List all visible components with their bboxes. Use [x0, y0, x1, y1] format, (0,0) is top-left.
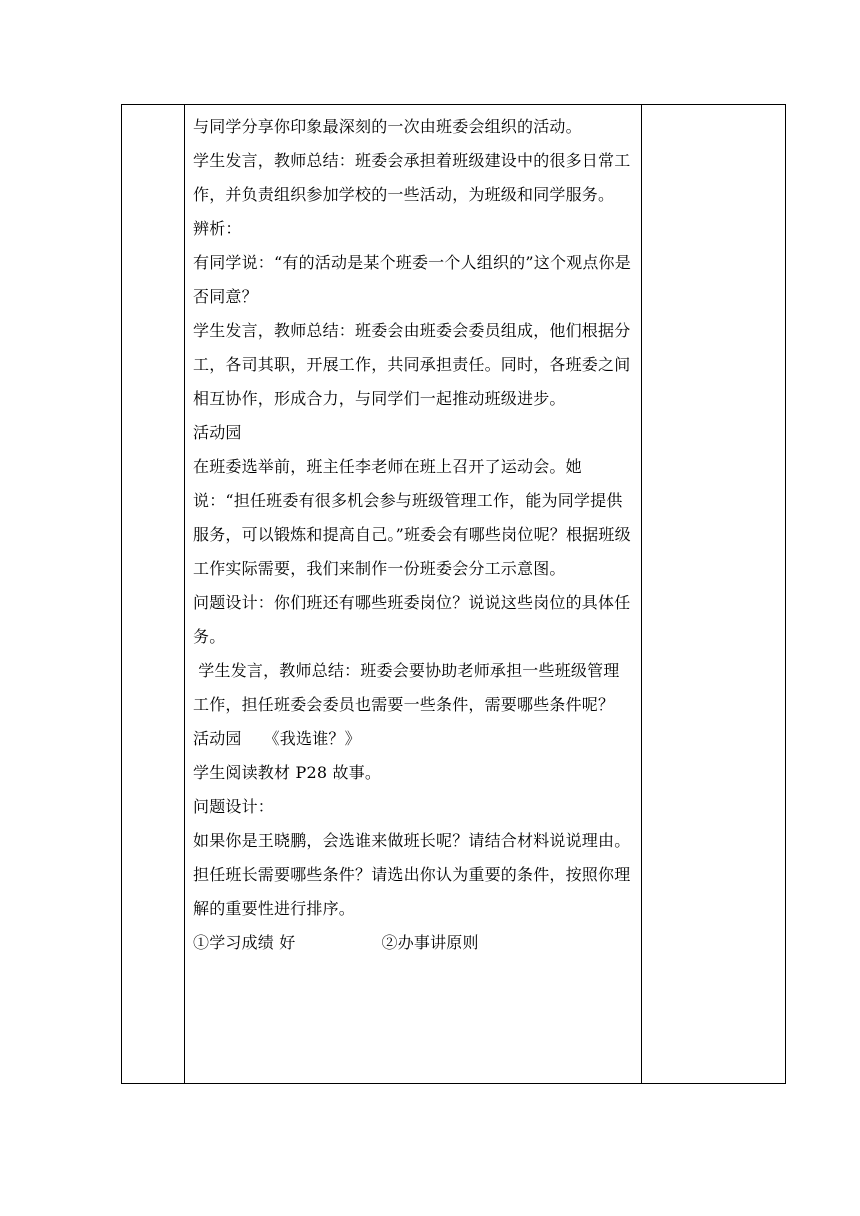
activity-title: 活动园 — [193, 729, 242, 748]
content-body — [185, 105, 641, 960]
paragraph: 学生发言，教师总结：班委会承担着班级建设中的很多日常工作，并负责组织参加学校的一些活动，为班级和同学服务。 — [193, 151, 631, 204]
paragraph: 有同学说：“有的活动是某个班委一个人组织的”这个观点你是否同意？ — [193, 253, 631, 306]
paragraph: 担任班长需要哪些条件？请选出你认为重要的条件，按照你理解的重要性进行排序。 — [193, 865, 631, 918]
paragraph: 学生发言，教师总结：班委会要协助老师承担一些班级管理工作，担任班委会委员也需要一些条件，需要哪些条件呢？ — [193, 661, 620, 714]
activity-subtitle: 《我选谁？》 — [263, 729, 361, 748]
option-first: ①学习成绩 好 — [193, 933, 296, 952]
activity-heading — [193, 722, 635, 756]
paragraph: 辨析： — [193, 219, 242, 238]
paragraph: 学生阅读教材 P28 故事。 — [193, 763, 382, 782]
right-empty-cell — [642, 105, 786, 1084]
content-cell — [185, 105, 642, 1084]
option-second: ②办事讲原则 — [381, 933, 479, 952]
paragraph: 如果你是王晓鹏，会选谁来做班长呢？请结合材料说说理由。 — [193, 831, 631, 850]
options-line — [193, 926, 635, 960]
paragraph: 在班委选举前，班主任李老师在班上召开了运动会。她说：“担任班委有很多机会参与班级管理工作，能为同学提供服务，可以锻炼和提高自己。”班委会有哪些岗位呢？根据班级工作实际需要，我们来制作一份班委会分工示意图。 — [193, 457, 631, 578]
left-empty-cell — [122, 105, 185, 1084]
paragraph: 问题设计： — [193, 797, 275, 816]
paragraph: 学生发言，教师总结：班委会由班委会委员组成，他们根据分工，各司其职，开展工作，共同承担责任。同时，各班委之间相互协作，形成合力，与同学们一起推动班级进步。 — [193, 321, 631, 408]
paragraph: 活动园 — [193, 423, 242, 442]
lesson-plan-table — [121, 104, 786, 1084]
paragraph: 问题设计：你们班还有哪些班委岗位？说说这些岗位的具体任务。 — [193, 593, 631, 646]
paragraph: 与同学分享你印象最深刻的一次由班委会组织的活动。 — [193, 117, 582, 136]
table-row — [122, 105, 786, 1084]
